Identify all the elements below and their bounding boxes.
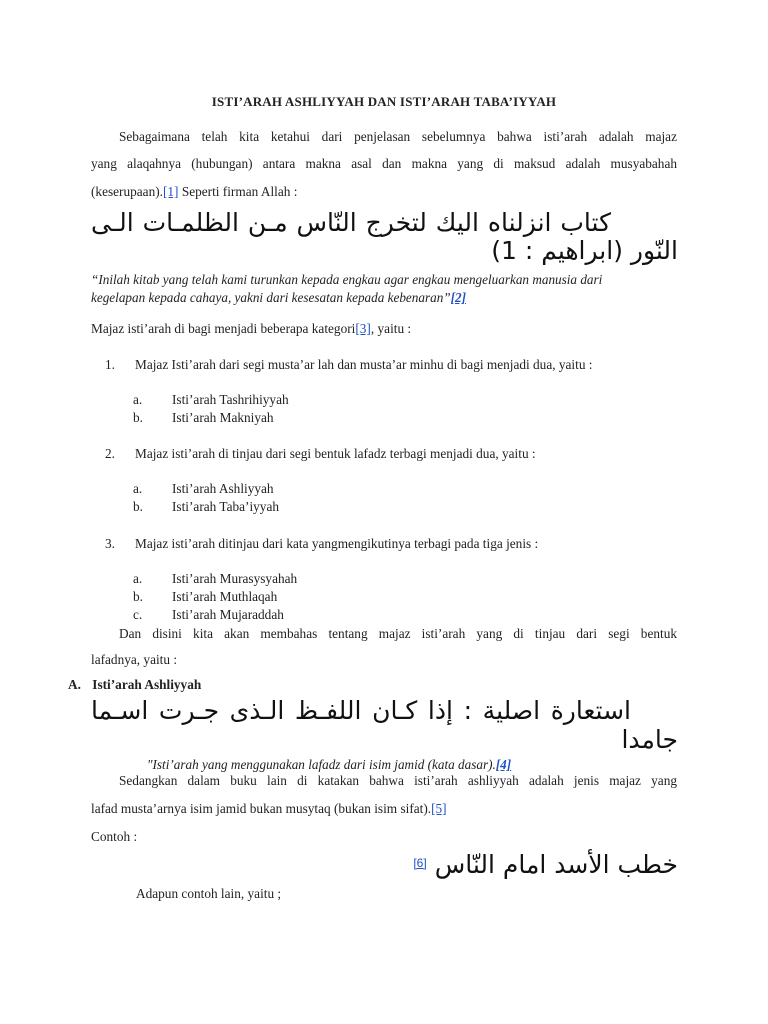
example-arabic: خطب الأسد امام النّاس <box>434 850 678 879</box>
division-after: , yaitu : <box>370 321 412 336</box>
category-1-number: 1. <box>105 357 115 372</box>
section-a-other-text: lafad musta’arnya isim jamid bukan musytaq (bukan isim sifat). <box>91 801 432 816</box>
category-3-text: Majaz isti’arah ditinjau dari kata yangmengikutinya terbagi pada tiga jenis : <box>135 536 539 551</box>
verse-arabic-line-1: كتاب انزلناه اليك لتخرج النّاس مـن الظلمـات الـى <box>91 208 611 237</box>
example-line <box>300 850 678 879</box>
footnote-link-2[interactable]: [2] <box>450 290 467 305</box>
category-2-text: Majaz isti’arah di tinjau dari segi bentuk lafadz terbagi menjadi dua, yaitu : <box>135 446 536 461</box>
page-title: ISTI’ARAH ASHLIYYAH DAN ISTI’ARAH TABA’IYYAH <box>211 94 557 109</box>
item-letter: b. <box>133 589 143 604</box>
intro-line-3 <box>91 178 677 205</box>
intro-line-3-text: (keserupaan). <box>91 184 163 199</box>
section-a-other-line-2 <box>91 795 677 822</box>
section-a-other-line-1: Sedangkan dalam buku lain di katakan bahwa isti’arah ashliyyah adalah jenis majaz yang <box>119 773 677 788</box>
verse-translation-line-1: “Inilah kitab yang telah kami turunkan kepada engkau agar engkau mengeluarkan manusia dari <box>91 272 603 287</box>
section-a-translation-text: "Isti’arah yang menggunakan lafadz dari isim jamid (kata dasar). <box>147 757 496 772</box>
item-text: Isti’arah Makniyah <box>172 410 274 425</box>
section-a-arabic-line-2: جامدا <box>621 725 678 754</box>
verse-translation-line-2 <box>91 289 691 307</box>
division-text: Majaz isti’arah di bagi menjadi beberapa kategori <box>91 321 356 336</box>
intro-line-1: Sebagaimana telah kita ketahui dari penjelasan sebelumnya bahwa isti’arah adalah majaz <box>119 129 677 144</box>
item-letter: a. <box>133 481 143 496</box>
section-a-arabic-line-1: استعارة اصلية : إذا كـان اللفـظ الـذى جـرت اسـما <box>91 696 631 725</box>
discussion-line-1: Dan disini kita akan membahas tentang majaz isti’arah yang di tinjau dari segi bentuk <box>119 626 677 641</box>
discussion-line-2: lafadnya, yaitu : <box>91 652 178 667</box>
category-1-text: Majaz Isti’arah dari segi musta’ar lah dan musta’ar minhu di bagi menjadi dua, yaitu : <box>135 357 593 372</box>
item-text: Isti’arah Taba’iyyah <box>172 499 279 514</box>
footnote-link-3[interactable]: [3] <box>355 321 371 336</box>
category-2-number: 2. <box>105 446 115 461</box>
section-a-letter: A. <box>68 677 81 692</box>
item-text: Isti’arah Muthlaqah <box>172 589 278 604</box>
intro-line-2: yang alaqahnya (hubungan) antara makna asal dan makna yang di maksud adalah musyabahah <box>91 156 677 171</box>
footnote-link-5[interactable]: [5] <box>431 801 447 816</box>
example-label: Contoh : <box>91 829 138 844</box>
category-3-number: 3. <box>105 536 115 551</box>
item-text: Isti’arah Tashrihiyyah <box>172 392 289 407</box>
item-letter: c. <box>133 607 143 622</box>
verse-translation-text: kegelapan kepada cahaya, yakni dari kesesatan kepada kebenaran” <box>91 290 451 305</box>
division-sentence <box>91 320 411 338</box>
section-a-title: Isti’arah Ashliyyah <box>92 677 202 692</box>
footnote-link-4[interactable]: [4] <box>495 757 512 772</box>
verse-arabic-line-2: النّور (ابراهيم : 1) <box>491 236 678 265</box>
item-letter: b. <box>133 499 143 514</box>
section-a-heading <box>68 677 201 693</box>
item-letter: a. <box>133 571 143 586</box>
item-text: Isti’arah Murasysyahah <box>172 571 298 586</box>
item-letter: a. <box>133 392 143 407</box>
intro-line-3-after: Seperti firman Allah : <box>178 184 298 199</box>
footnote-link-6[interactable]: [6] <box>413 856 427 870</box>
footnote-link-1[interactable]: [1] <box>162 184 179 199</box>
more-examples: Adapun contoh lain, yaitu ; <box>136 886 282 901</box>
item-text: Isti’arah Ashliyyah <box>172 481 274 496</box>
item-text: Isti’arah Mujaraddah <box>172 607 284 622</box>
item-letter: b. <box>133 410 143 425</box>
